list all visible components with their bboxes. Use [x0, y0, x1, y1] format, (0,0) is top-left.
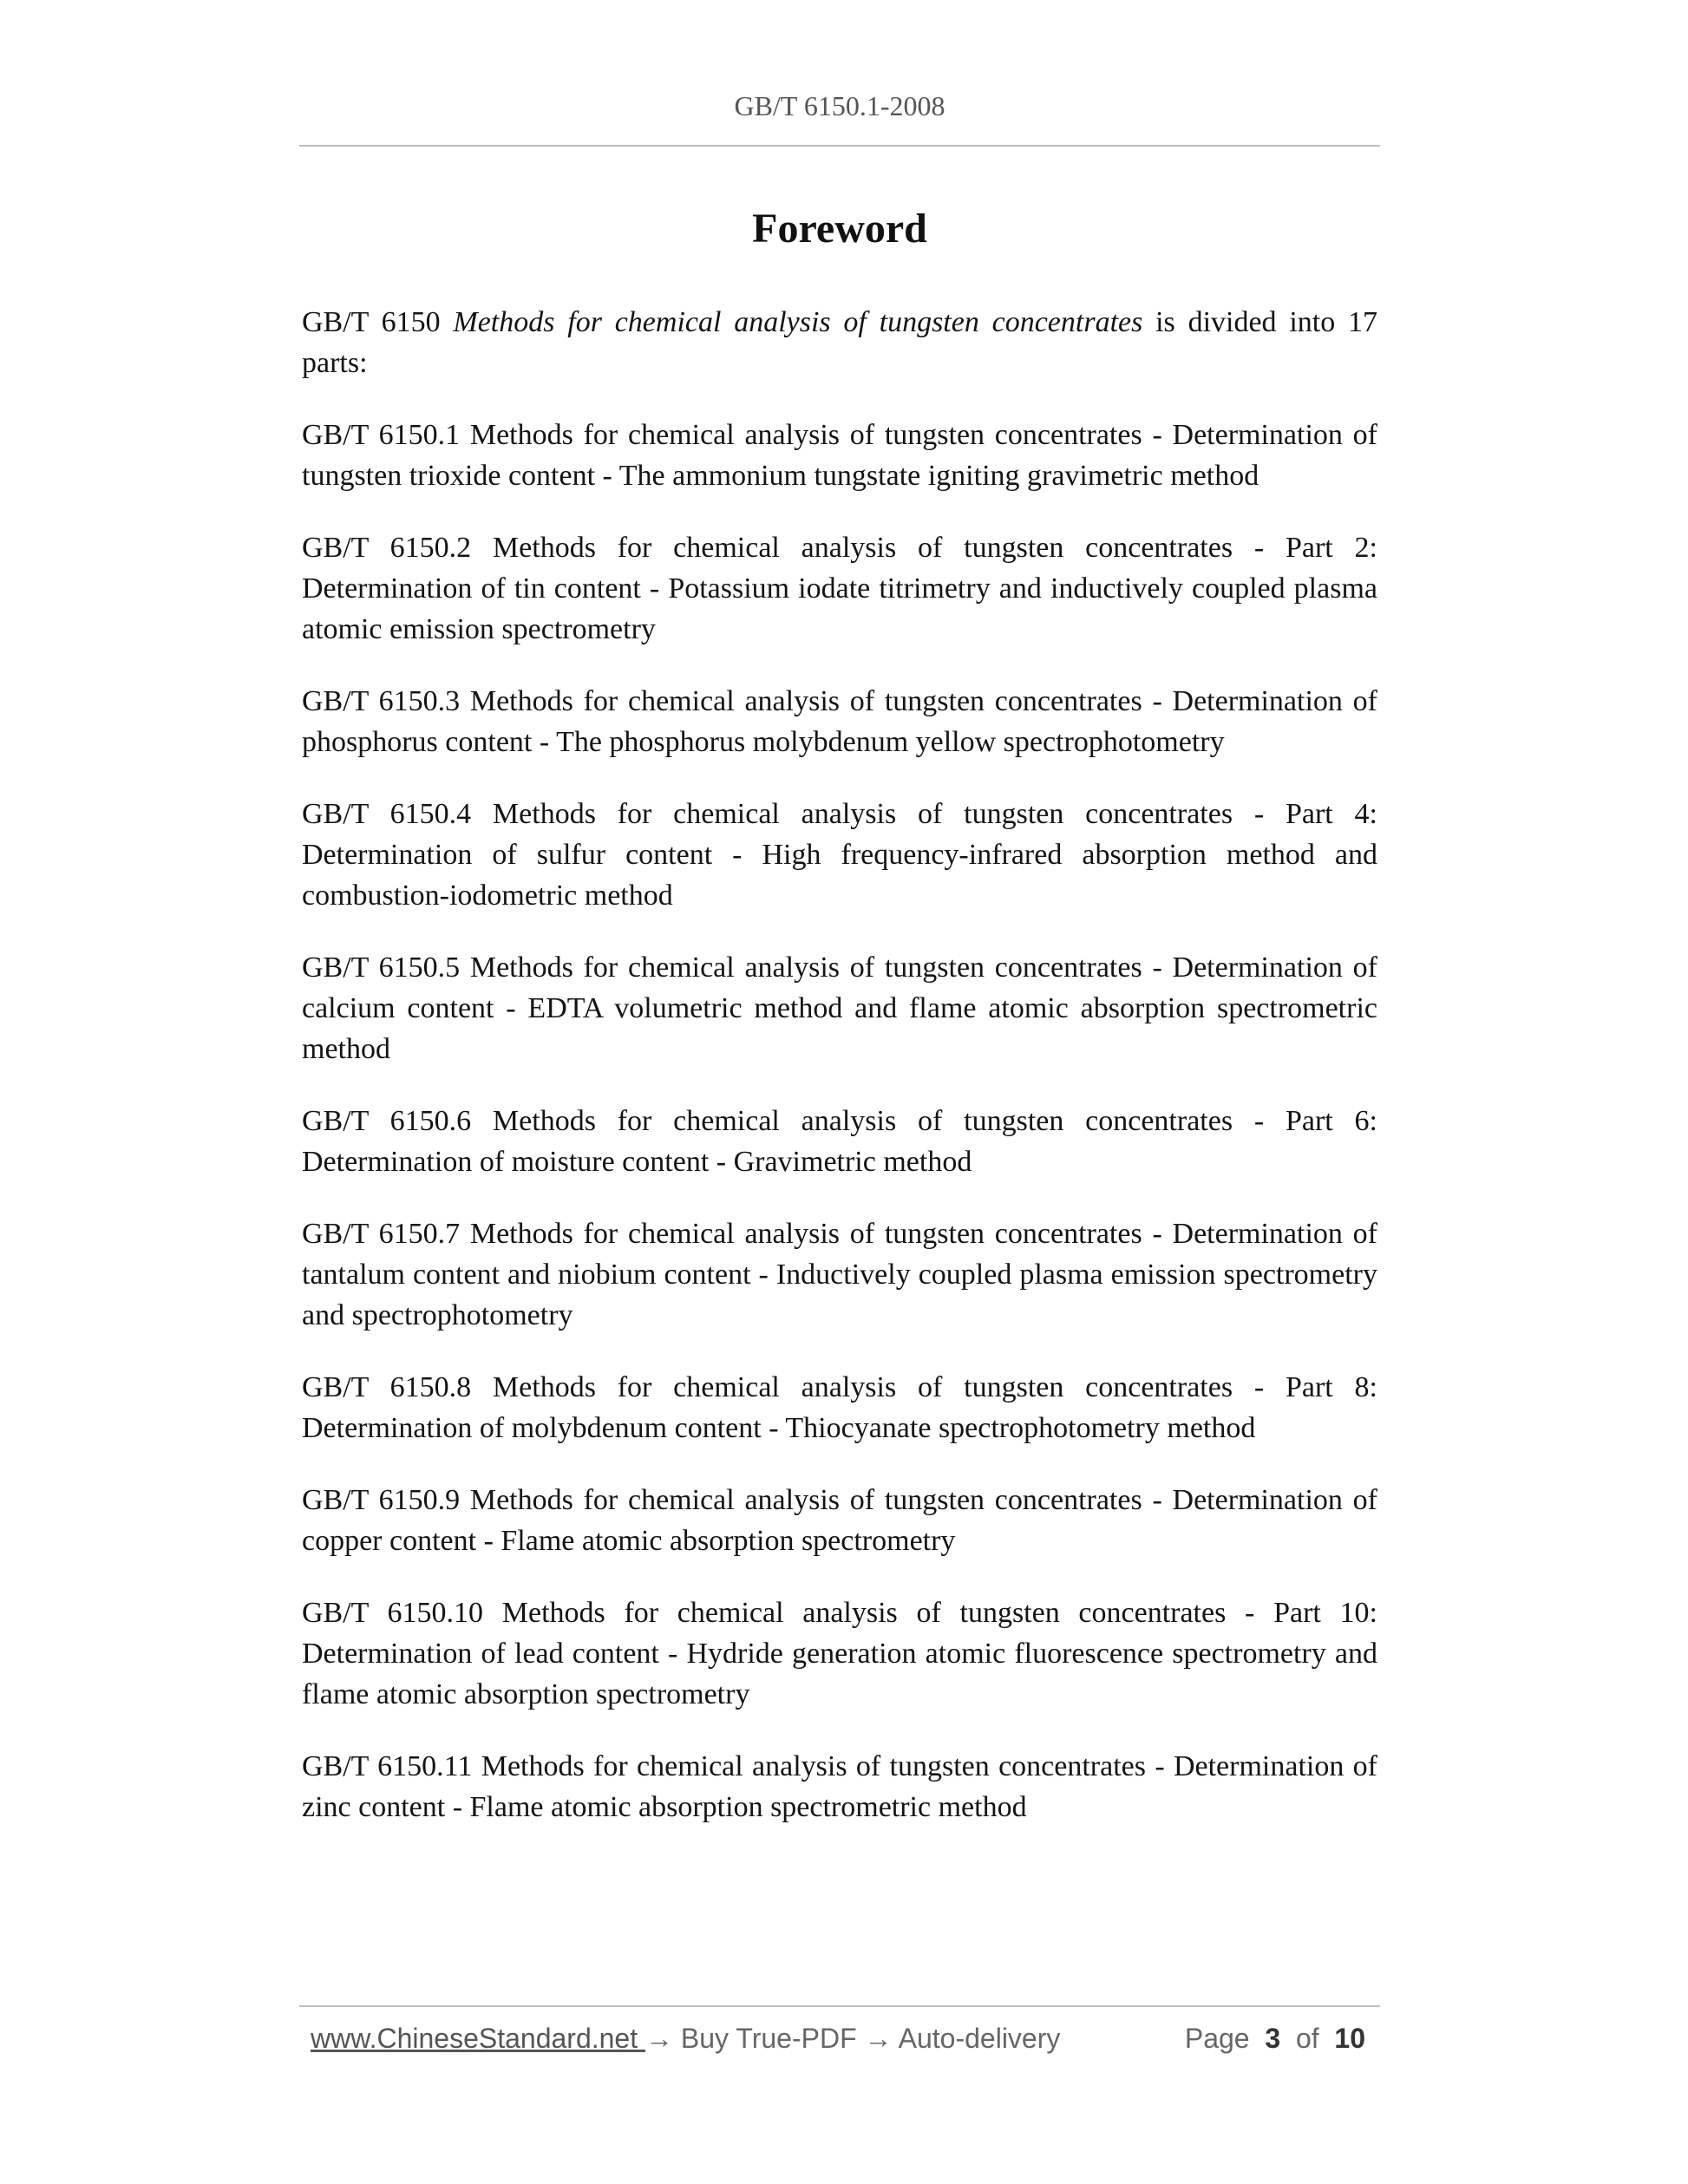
- page-total: 10: [1334, 2023, 1365, 2054]
- page-label: Page: [1184, 2023, 1250, 2054]
- intro-series-title: Methods for chemical analysis of tungsten concentrates: [453, 306, 1143, 338]
- footer-links: [311, 2023, 1060, 2055]
- part-paragraph: GB/T 6150.8 Methods for chemical analysis of tungsten concentrates - Part 8: Determination of molybdenum content - Thiocyanate spectrophotometry method: [302, 1371, 1377, 1444]
- page-header: GB/T 6150.1-2008: [734, 90, 945, 121]
- page-of-label: of: [1295, 2023, 1319, 2054]
- part-paragraph: GB/T 6150.6 Methods for chemical analysis of tungsten concentrates - Part 6: Determination of moisture content - Gravimetric method: [302, 1105, 1377, 1178]
- part-paragraph: GB/T 6150.1 Methods for chemical analysis of tungsten concentrates - Determination of tungsten trioxide content - The ammonium tungstate igniting gravimetric method: [302, 419, 1377, 492]
- page-current: 3: [1265, 2023, 1281, 2054]
- part-paragraph: GB/T 6150.2 Methods for chemical analysis of tungsten concentrates - Part 2: Determination of tin content - Potassium iodate titrimetry and inductively coupled plasma atomic emission spectrometry: [302, 532, 1377, 645]
- intro-prefix: GB/T 6150: [302, 306, 454, 338]
- page-indicator: [1185, 2023, 1365, 2055]
- page-title: Foreword: [752, 206, 927, 252]
- intro-paragraph: [302, 302, 1377, 383]
- part-paragraph: GB/T 6150.7 Methods for chemical analysis of tungsten concentrates - Determination of tantalum content and niobium content - Inductively coupled plasma emission spectrometry and spectrophotometry: [302, 1218, 1377, 1331]
- part-paragraph: GB/T 6150.5 Methods for chemical analysis of tungsten concentrates - Determination of calcium content - EDTA volumetric method and flame atomic absorption spectrometric method: [302, 951, 1377, 1065]
- document-body: [302, 302, 1377, 1859]
- part-paragraph: GB/T 6150.11 Methods for chemical analysis of tungsten concentrates - Determination of zinc content - Flame atomic absorption spectrometric method: [302, 1750, 1377, 1823]
- part-paragraph: GB/T 6150.10 Methods for chemical analysis of tungsten concentrates - Part 10: Determination of lead content - Hydride generation atomic fluorescence spectrometry and flame atomic absorption spectrometry: [302, 1597, 1377, 1710]
- intro-suffix: is divided into 17 parts:: [302, 306, 1377, 379]
- footer-divider: [299, 2005, 1380, 2007]
- part-paragraph: GB/T 6150.4 Methods for chemical analysis of tungsten concentrates - Part 4: Determination of sulfur content - High frequency-infrared absorption method and combustion-iodometric method: [302, 798, 1377, 912]
- part-paragraph: GB/T 6150.3 Methods for chemical analysis of tungsten concentrates - Determination of phosphorus content - The phosphorus molybdenum yellow spectrophotometry: [302, 685, 1377, 758]
- footer-tagline: → Buy True-PDF → Auto-delivery: [645, 2023, 1061, 2054]
- website-link[interactable]: www.ChineseStandard.net: [311, 2023, 645, 2054]
- header-divider: [299, 145, 1380, 147]
- part-paragraph: GB/T 6150.9 Methods for chemical analysis of tungsten concentrates - Determination of copper content - Flame atomic absorption spectrometry: [302, 1484, 1377, 1557]
